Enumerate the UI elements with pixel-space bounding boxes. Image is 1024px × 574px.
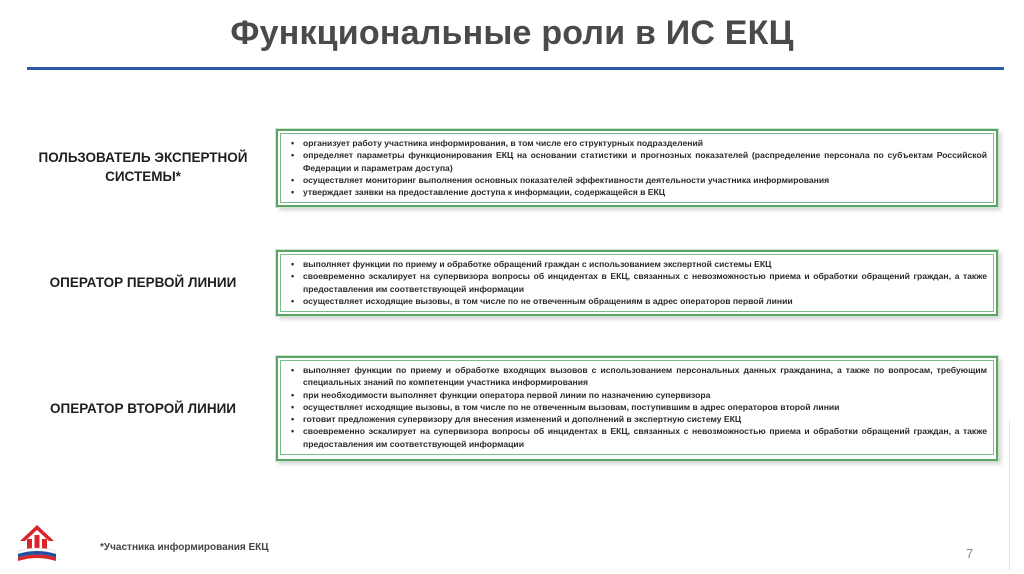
duty-item: • готовит предложения супервизору для внесения изменений и дополнений в экспертную систему ЕКЦ xyxy=(303,413,987,425)
duty-item: • своевременно эскалирует на супервизора вопросы об инцидентах в ЕКЦ, связанных с невозможностью приема и обработки обращений граждан, а также предоставления им соответствующей информации xyxy=(303,270,987,295)
footnote: *Участника информирования ЕКЦ xyxy=(100,542,269,553)
title-divider xyxy=(27,67,1004,70)
duty-item: • утверждает заявки на предоставление доступа к информации, содержащейся в ЕКЦ xyxy=(303,186,987,198)
duty-item: • осуществляет мониторинг выполнения основных показателей эффективности деятельности участника информирования xyxy=(303,174,987,186)
duties-list xyxy=(287,137,987,198)
duty-item: • при необходимости выполняет функции оператора первой линии по назначению супервизора xyxy=(303,389,987,401)
decorative-divider xyxy=(1009,420,1010,570)
duty-item: • своевременно эскалирует на супервизора вопросы об инцидентах в ЕКЦ, связанных с невозможностью приема и обработки обращений граждан, а также предоставления им соответствующей информации xyxy=(303,425,987,450)
slide-title: Функциональные роли в ИС ЕКЦ xyxy=(230,14,794,52)
pfr-logo-icon xyxy=(14,521,60,563)
role-label-second-line-operator: ОПЕРАТОР ВТОРОЙ ЛИНИИ xyxy=(49,401,237,416)
duty-item: • выполняет функции по приему и обработке обращений граждан с использованием экспертной системы ЕКЦ xyxy=(303,258,987,270)
duty-item: • выполняет функции по приему и обработке входящих вызовов с использованием персональных данных гражданина, а также по вопросам, требующим специальных знаний по компетенции участника информирования xyxy=(303,364,987,389)
duties-list xyxy=(287,258,987,307)
duties-list xyxy=(287,364,987,450)
duty-item: • организует работу участника информирования, в том числе его структурных подразделений xyxy=(303,137,987,149)
duty-item: • определяет параметры функционирования ЕКЦ на основании статистики и прогнозных показателей (распределение персонала по субъектам Российской Федерации и параметрам доступа) xyxy=(303,149,987,174)
role-duties-box-first-line-operator xyxy=(276,250,998,316)
role-label-expert-user: ПОЛЬЗОВАТЕЛЬ ЭКСПЕРТНОЙ СИСТЕМЫ* xyxy=(38,150,248,184)
duty-item: • осуществляет исходящие вызовы, в том числе по не отвеченным обращениям в адрес операторов первой линии xyxy=(303,295,987,307)
role-duties-box-expert-user xyxy=(276,129,998,207)
role-label-first-line-operator: ОПЕРАТОР ПЕРВОЙ ЛИНИИ xyxy=(49,275,237,290)
role-duties-box-second-line-operator xyxy=(276,356,998,461)
page-number: 7 xyxy=(966,546,974,561)
duty-item: • осуществляет исходящие вызовы, в том числе по не отвеченным вызовам, поступившим в адрес операторов второй линии xyxy=(303,401,987,413)
